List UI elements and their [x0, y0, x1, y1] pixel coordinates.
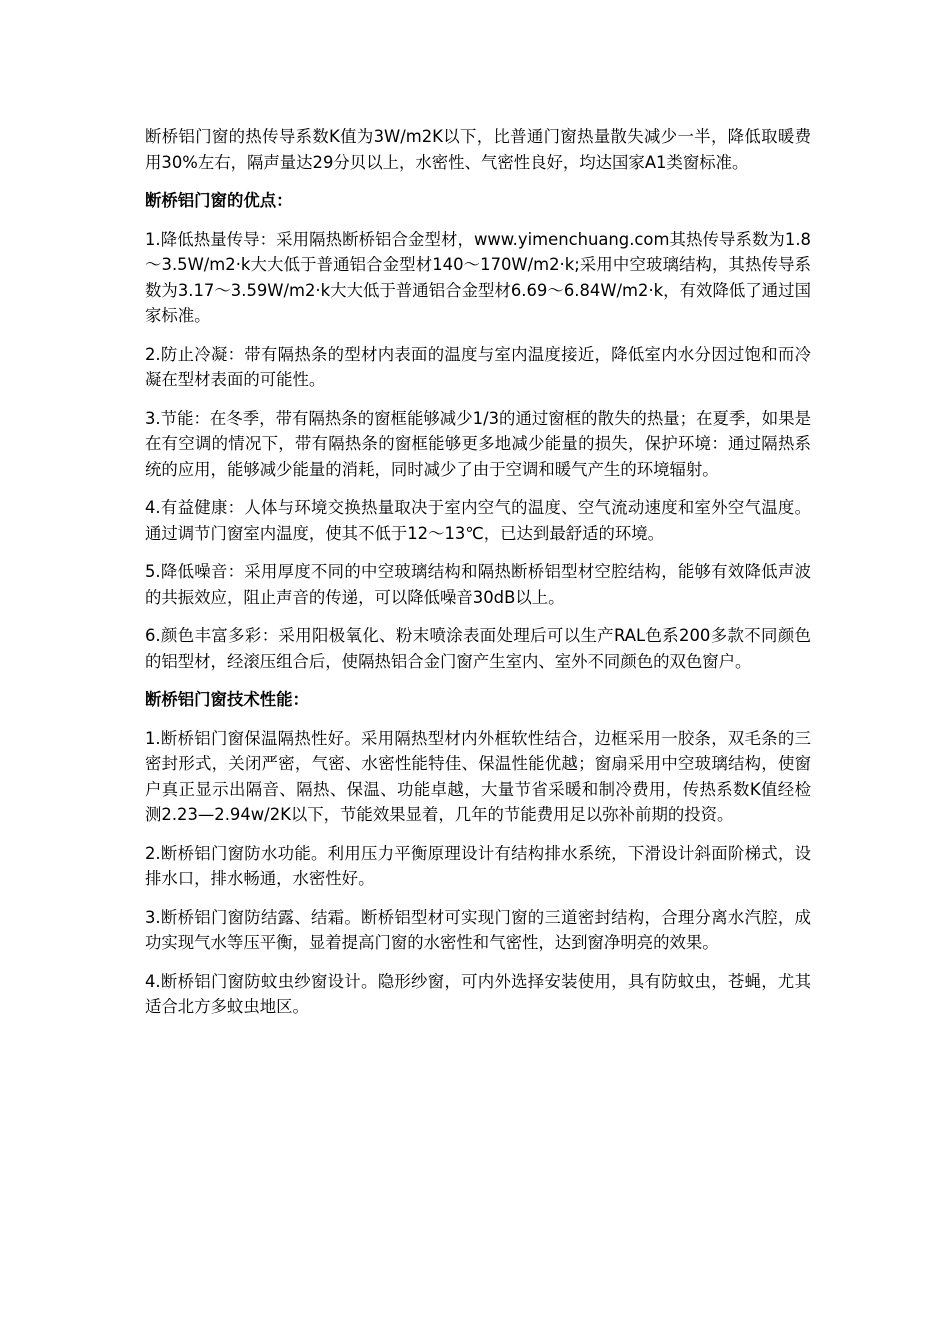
advantage-item: 1.降低热量传导：采用隔热断桥铝合金型材，www.yimenchuang.com其热传导系数为1.8～3.5W/m2·k大大低于普通铝合金型材140～170W/m2·k;采用中空玻璃结构，其热传导系数为3.17～3.59W/m2·k大大低于普通铝合金型材6.69～6.84W/m2·k，有效降低了通过国家标准。: [145, 229, 811, 325]
advantages-heading: 断桥铝门窗的优点：: [145, 191, 293, 210]
performance-item: 4.断桥铝门窗防蚊虫纱窗设计。隐形纱窗，可内外选择安装使用，具有防蚊虫，苍蝇，尤其适合北方多蚊虫地区。: [145, 971, 811, 1016]
performance-item: 1.断桥铝门窗保温隔热性好。采用隔热型材内外框软性结合，边框采用一胶条，双毛条的三密封形式，关闭严密，气密、水密性能特佳、保温性能优越；窗扇采用中空玻璃结构，使窗户真正显示出隔音、隔热、保温、功能卓越，大量节省采暖和制冷费用，传热系数K值经检测2.23—2.94w/2K以下，节能效果显着，几年的节能费用足以弥补前期的投资。: [145, 728, 811, 824]
advantage-item: 5.降低噪音：采用厚度不同的中空玻璃结构和隔热断桥铝型材空腔结构，能够有效降低声波的共振效应，阻止声音的传递，可以降低噪音30dB以上。: [145, 562, 811, 607]
advantage-item: 3.节能：在冬季，带有隔热条的窗框能够减少1/3的通过窗框的散失的热量；在夏季，如果是在有空调的情况下，带有隔热条的窗框能够更多地减少能量的损失，保护环境：通过隔热系统的应用，能够减少能量的消耗，同时减少了由于空调和暖气产生的环境辐射。: [145, 408, 811, 479]
performance-heading: 断桥铝门窗技术性能：: [145, 690, 309, 709]
performance-item: 3.断桥铝门窗防结露、结霜。断桥铝型材可实现门窗的三道密封结构，合理分离水汽腔，成功实现气水等压平衡，显着提高门窗的水密性和气密性，达到窗净明亮的效果。: [145, 907, 811, 952]
intro-paragraph: 断桥铝门窗的热传导系数K值为3W/m2K以下，比普通门窗热量散失减少一半，降低取暖费用30%左右，隔声量达29分贝以上，水密性、气密性良好，均达国家A1类窗标准。: [145, 127, 811, 172]
advantage-item: 6.颜色丰富多彩：采用阳极氧化、粉末喷涂表面处理后可以生产RAL色系200多款不同颜色的铝型材，经滚压组合后，使隔热铝合金门窗产生室内、室外不同颜色的双色窗户。: [145, 626, 811, 671]
document-body: [145, 124, 811, 1033]
advantage-item: 2.防止冷凝：带有隔热条的型材内表面的温度与室内温度接近，降低室内水分因过饱和而冷凝在型材表面的可能性。: [145, 344, 811, 389]
performance-item: 2.断桥铝门窗防水功能。利用压力平衡原理设计有结构排水系统，下滑设计斜面阶梯式，设排水口，排水畅通，水密性好。: [145, 843, 811, 888]
advantage-item: 4.有益健康：人体与环境交换热量取决于室内空气的温度、空气流动速度和室外空气温度。通过调节门窗室内温度，使其不低于12～13℃，已达到最舒适的环境。: [145, 498, 811, 543]
